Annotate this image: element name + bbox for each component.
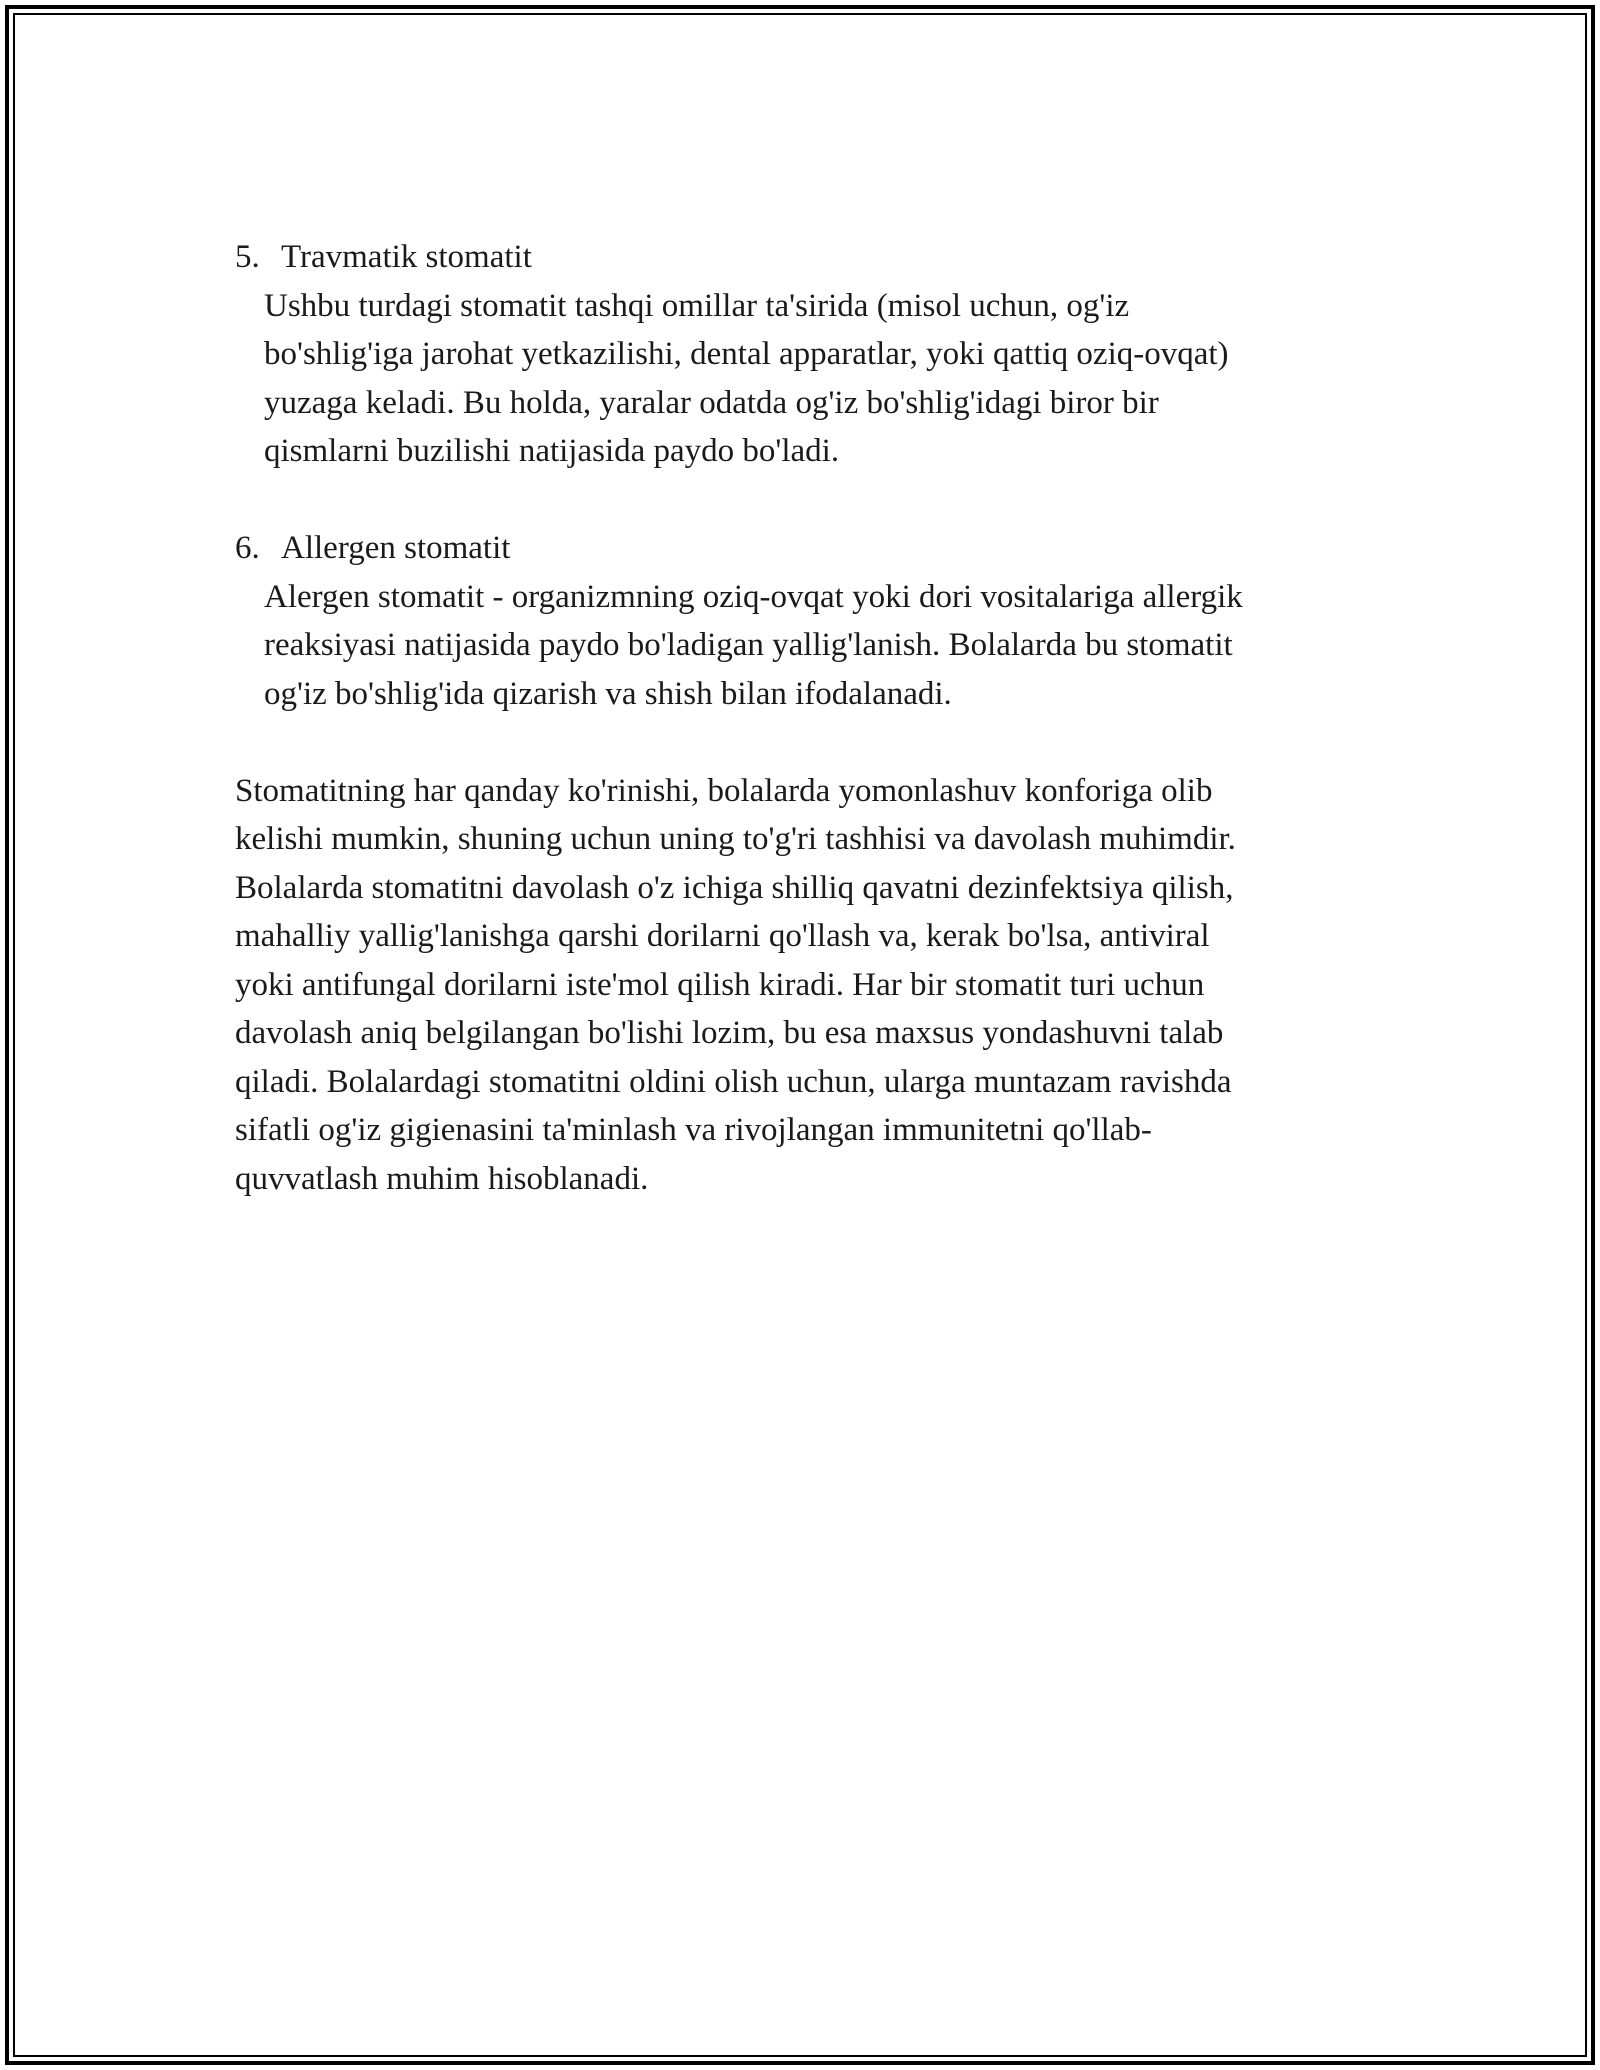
paragraph-line: Stomatitning har qanday ko'rinishi, bolalarda yomonlashuv konforiga olib: [235, 772, 1213, 809]
section-allergen-stomatit: [235, 524, 1355, 718]
paragraph-line: bo'shlig'iga jarohat yetkazilishi, dental apparatlar, yoki qattiq oziq-ovqat): [264, 336, 1229, 372]
paragraph-line: qiladi. Bolalardagi stomatitni oldini olish uchun, ularga muntazam ravishda: [235, 1063, 1232, 1100]
section-paragraph: [235, 282, 1355, 476]
section-number: 5.: [235, 239, 260, 275]
section-title: Travmatik stomatit: [281, 239, 532, 275]
section-number: 6.: [235, 530, 260, 566]
paragraph-line: quvvatlash muhim hisoblanadi.: [235, 1160, 649, 1197]
paragraph-line: Alergen stomatit - organizmning oziq-ovqat yoki dori vositalariga allergik: [264, 578, 1243, 615]
paragraph-line: Bolalarda stomatitni davolash o'z ichiga shilliq qavatni dezinfektsiya qilish,: [235, 869, 1234, 906]
paragraph-line: kelishi mumkin, shuning uchun uning to'g'ri tashhisi va davolash muhimdir.: [235, 821, 1236, 857]
paragraph-line: yuzaga keladi. Bu holda, yaralar odatda og'iz bo'shlig'idagi biror bir: [264, 384, 1159, 421]
section-title: Allergen stomatit: [281, 530, 511, 566]
section-paragraph: [235, 573, 1355, 719]
paragraph-line: mahalliy yallig'lanishga qarshi dorilarni qo'llash va, kerak bo'lsa, antiviral: [235, 918, 1210, 954]
section-heading: [235, 524, 1355, 573]
paragraph-line: Ushbu turdagi stomatit tashqi omillar ta'sirida (misol uchun, og'iz: [264, 287, 1130, 324]
paragraph-line: og'iz bo'shlig'ida qizarish va shish bilan ifodalanadi.: [264, 675, 952, 712]
section-heading: [235, 233, 1355, 282]
paragraph-line: sifatli og'iz gigienasini ta'minlash va rivojlangan immunitetni qo'llab-: [235, 1112, 1152, 1148]
paragraph-line: yoki antifungal dorilarni iste'mol qilish kiradi. Har bir stomatit turi uchun: [235, 966, 1205, 1003]
paragraph-line: qismlarni buzilishi natijasida paydo bo'ladi.: [264, 433, 840, 469]
paragraph-line: davolash aniq belgilangan bo'lishi lozim, bu esa maxsus yondashuvni talab: [235, 1015, 1224, 1051]
document-body: [235, 233, 1355, 1252]
conclusion-section: [235, 767, 1355, 1204]
section-travmatik-stomatit: [235, 233, 1355, 476]
paragraph-line: reaksiyasi natijasida paydo bo'ladigan yallig'lanish. Bolalarda bu stomatit: [264, 627, 1233, 663]
conclusion-paragraph: [235, 767, 1355, 1204]
